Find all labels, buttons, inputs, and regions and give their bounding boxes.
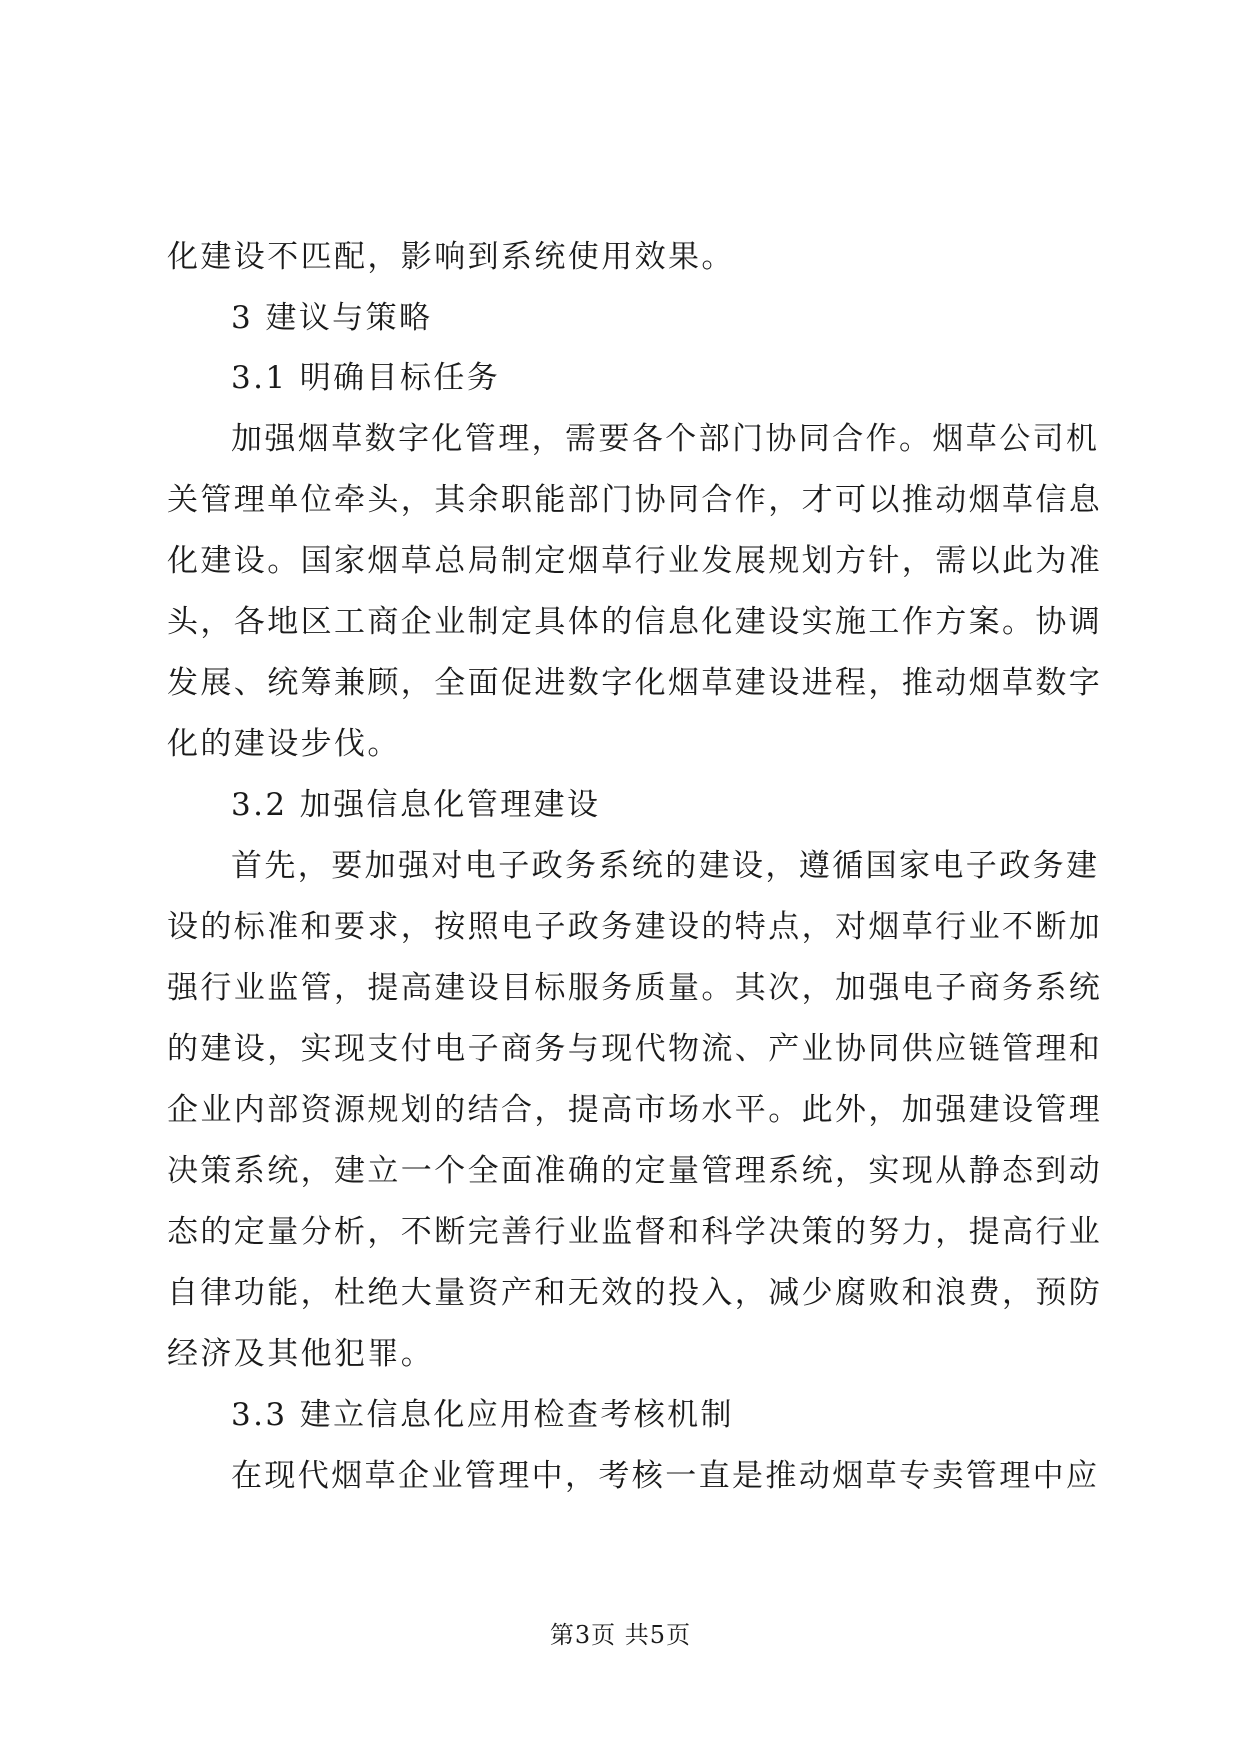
body-text-line: 自律功能，杜绝大量资产和无效的投入，减少腐败和浪费，预防 xyxy=(167,1275,1103,1311)
body-text-line: 在现代烟草企业管理中，考核一直是推动烟草专卖管理中应 xyxy=(231,1458,1100,1494)
body-text-line: 强行业监管，提高建设目标服务质量。其次，加强电子商务系统 xyxy=(167,970,1103,1006)
body-text-line: 化建设不匹配，影响到系统使用效果。 xyxy=(167,239,735,275)
body-text-line: 化的建设步伐。 xyxy=(167,726,401,762)
body-text-line: 态的定量分析，不断完善行业监督和科学决策的努力，提高行业 xyxy=(167,1214,1103,1250)
body-text-line: 发展、统筹兼顾，全面促进数字化烟草建设进程，推动烟草数字 xyxy=(167,665,1103,701)
body-text-line: 关管理单位牵头，其余职能部门协同合作，才可以推动烟草信息 xyxy=(167,482,1103,518)
subsection-heading: 3.1 明确目标任务 xyxy=(231,360,501,396)
body-text-line: 企业内部资源规划的结合，提高市场水平。此外，加强建设管理 xyxy=(167,1092,1103,1128)
page-number-footer: 第3页 共5页 xyxy=(549,1621,692,1649)
body-text-line: 加强烟草数字化管理，需要各个部门协同合作。烟草公司机 xyxy=(231,421,1100,457)
body-text-line: 头，各地区工商企业制定具体的信息化建设实施工作方案。协调 xyxy=(167,604,1103,640)
body-text-line: 决策系统，建立一个全面准确的定量管理系统，实现从静态到动 xyxy=(167,1153,1103,1189)
body-text-line: 设的标准和要求，按照电子政务建设的特点，对烟草行业不断加 xyxy=(167,909,1103,945)
body-text-line: 化建设。国家烟草总局制定烟草行业发展规划方针，需以此为准 xyxy=(167,543,1103,579)
subsection-heading: 3.3 建立信息化应用检查考核机制 xyxy=(231,1397,734,1433)
section-heading: 3 建议与策略 xyxy=(231,300,433,336)
subsection-heading: 3.2 加强信息化管理建设 xyxy=(231,787,601,823)
body-text-line: 首先，要加强对电子政务系统的建设，遵循国家电子政务建 xyxy=(231,848,1100,884)
body-text-line: 经济及其他犯罪。 xyxy=(167,1336,435,1372)
body-text-line: 的建设，实现支付电子商务与现代物流、产业协同供应链管理和 xyxy=(167,1031,1103,1067)
